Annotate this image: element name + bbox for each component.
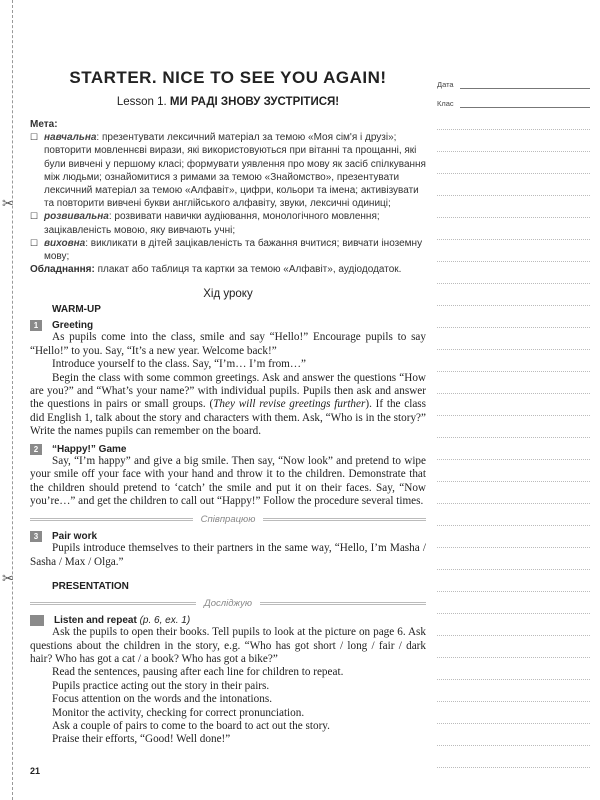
paragraph: Say, “I’m happy” and give a big smile. Then say, “Now look” and pretend to wipe your smile off your face with your hand and throw it to the children. Demonstrate that the children should pretend to ‘catch’ the smile and put it on their faces. Say, “Now you’re…” and get the children to call out “Happy!” Follow the procedure several times. (30, 454, 426, 507)
aim-text: : розвивати навички аудіювання, монологічного мовлення; зацікавленість мовою, яку вивчають учні; (44, 211, 380, 236)
aim-kind: розвивальна (44, 211, 109, 223)
note-line (437, 240, 590, 262)
note-line (437, 482, 590, 504)
note-line (437, 152, 590, 174)
note-line (437, 130, 590, 152)
stage-number: 1 (30, 320, 42, 331)
scissors-icon: ✂ (2, 570, 14, 586)
aims (30, 118, 426, 276)
note-line (437, 416, 590, 438)
note-line (437, 614, 590, 636)
note-line (437, 108, 590, 130)
note-line (437, 328, 590, 350)
stage-body (30, 331, 426, 438)
text: ). If the class did English 1, talk about the story and characters with them. Ask, “Who is in the story?” Write the names pupils can remember on the board. (30, 398, 427, 438)
aim-kind: навчальна (44, 132, 97, 144)
note-line (437, 680, 590, 702)
paragraph: Ask the pupils to open their books. Tell pupils to look at the picture on page 6. Ask questions about the children in the story, e.g. “Who has got short / long / fair / dark hair? Who has got a cat / a book? Who has got a bike?” (30, 626, 426, 665)
italic-text: They will revise greetings further (213, 398, 366, 411)
note-line (437, 196, 590, 218)
date-label: Дата (437, 80, 454, 89)
note-line (437, 218, 590, 240)
aim-item (30, 210, 426, 236)
note-line (437, 636, 590, 658)
notes-column (437, 70, 590, 768)
lesson-plan (30, 68, 426, 747)
stage-title: “Happy!” Game (52, 443, 127, 455)
stage-heading (30, 531, 426, 542)
stage-number: 3 (30, 531, 42, 542)
paragraph: Pupils practice acting out the story in their pairs. (52, 679, 270, 692)
page-title: STARTER. NICE TO SEE YOU AGAIN! (69, 68, 387, 87)
aim-item (30, 131, 426, 210)
aim-kind: виховна (44, 237, 86, 249)
equipment-text: плакат або таблиця та картки за темою «Алфавіт», аудіододаток. (94, 264, 402, 276)
aim-item (30, 237, 426, 263)
paragraph: Read the sentences, pausing after each line for children to repeat. (52, 666, 344, 679)
stage-number: 2 (30, 444, 42, 455)
paragraph (30, 372, 426, 439)
cut-line (12, 0, 13, 800)
paragraph: As pupils come into the class, smile and say “Hello!” Encourage pupils to say “Hello!” to you. Say, “It’s a new year. Welcome back!” (30, 331, 426, 357)
note-lines[interactable] (437, 108, 590, 768)
divider (30, 598, 426, 609)
stage-body (30, 626, 426, 747)
paragraph: Praise their efforts, “Good! Well done!” (52, 733, 231, 746)
paragraph: Focus attention on the words and the intonations. (52, 693, 272, 706)
note-line (437, 592, 590, 614)
bullet-icon: ☐ (30, 211, 39, 222)
equipment-label: Обладнання: (30, 264, 95, 276)
aim-text: : викликати в дітей зацікавленість та бажання вчитися; вивчати іноземну мову; (44, 237, 423, 263)
stage-title: Greeting (52, 320, 94, 332)
note-line (437, 306, 590, 328)
lesson-label: Lesson 1. (116, 96, 167, 108)
class-field[interactable] (437, 89, 590, 108)
lesson-title: МИ РАДІ ЗНОВУ ЗУСТРІТИСЯ! (169, 96, 340, 108)
aim-text: : презентувати лексичний матеріал за темою «Моя сім'я і друзі»; повторити мовленнєві вирази, які використовуються при вітанні та прощанні, які були вивчені у першому класі; формувати уявлення про мову як засіб спілкування між людьми; ознайомитися з римами за темою «Знайомство», презентувати лексичний матеріал за темою «Алфавіт», цифри, кольори та імена; активізувати та повторити вивчені букви англійського алфавіту, звуки, лексичні одиниці; (44, 132, 426, 210)
note-line (437, 174, 590, 196)
text: Begin the class with some common greetings. Ask and answer the questions “How are you?” and “What’s your name?” with individual pupils. Pupils then ask and answer the questions in pairs or small groups. ( (30, 371, 426, 411)
paragraph: Pupils introduce themselves to their partners in the same way, “Hello, I’m Masha / Sasha / Max / Olga.” (30, 542, 426, 568)
equipment (30, 263, 426, 276)
note-line (437, 350, 590, 372)
stage-heading (30, 615, 426, 626)
note-line (437, 284, 590, 306)
stage-title: Pair work (52, 531, 98, 543)
bullet-icon: ☐ (30, 132, 39, 143)
paragraph: Ask a couple of pairs to come to the board to act out the story. (52, 719, 330, 732)
stage-heading (30, 320, 426, 331)
bullet-icon: ☐ (30, 237, 39, 248)
stage-body (30, 542, 426, 569)
stage-marker (30, 615, 44, 626)
divider (30, 514, 426, 525)
note-line (437, 262, 590, 284)
paragraph: Monitor the activity, checking for correct pronunciation. (52, 706, 305, 719)
section-warmup: WARM-UP (52, 304, 101, 316)
note-line (437, 372, 590, 394)
page-number: 21 (30, 766, 41, 776)
note-line (437, 658, 590, 680)
note-line (437, 438, 590, 460)
divider-label: Співпрацюю (200, 514, 256, 526)
class-label: Клас (437, 99, 454, 108)
note-line (437, 724, 590, 746)
note-line (437, 746, 590, 768)
note-line (437, 570, 590, 592)
note-line (437, 526, 590, 548)
date-field[interactable] (437, 70, 590, 89)
section-presentation: PRESENTATION (52, 581, 129, 593)
paragraph: Introduce yourself to the class. Say, “I’m… I’m from…” (52, 358, 307, 371)
page-reference: (p. 6, ex. 1) (139, 615, 191, 627)
note-line (437, 460, 590, 482)
note-line (437, 504, 590, 526)
note-line (437, 548, 590, 570)
course-heading: Хід уроку (203, 288, 253, 301)
scissors-icon: ✂ (2, 195, 14, 211)
aims-label: Мета: (30, 119, 58, 130)
stage-body (30, 455, 426, 509)
stage-heading (30, 444, 426, 455)
note-line (437, 702, 590, 724)
note-line (437, 394, 590, 416)
lesson-heading (30, 96, 426, 108)
stage-title: Listen and repeat (54, 615, 137, 627)
divider-label: Досліджую (204, 598, 252, 610)
